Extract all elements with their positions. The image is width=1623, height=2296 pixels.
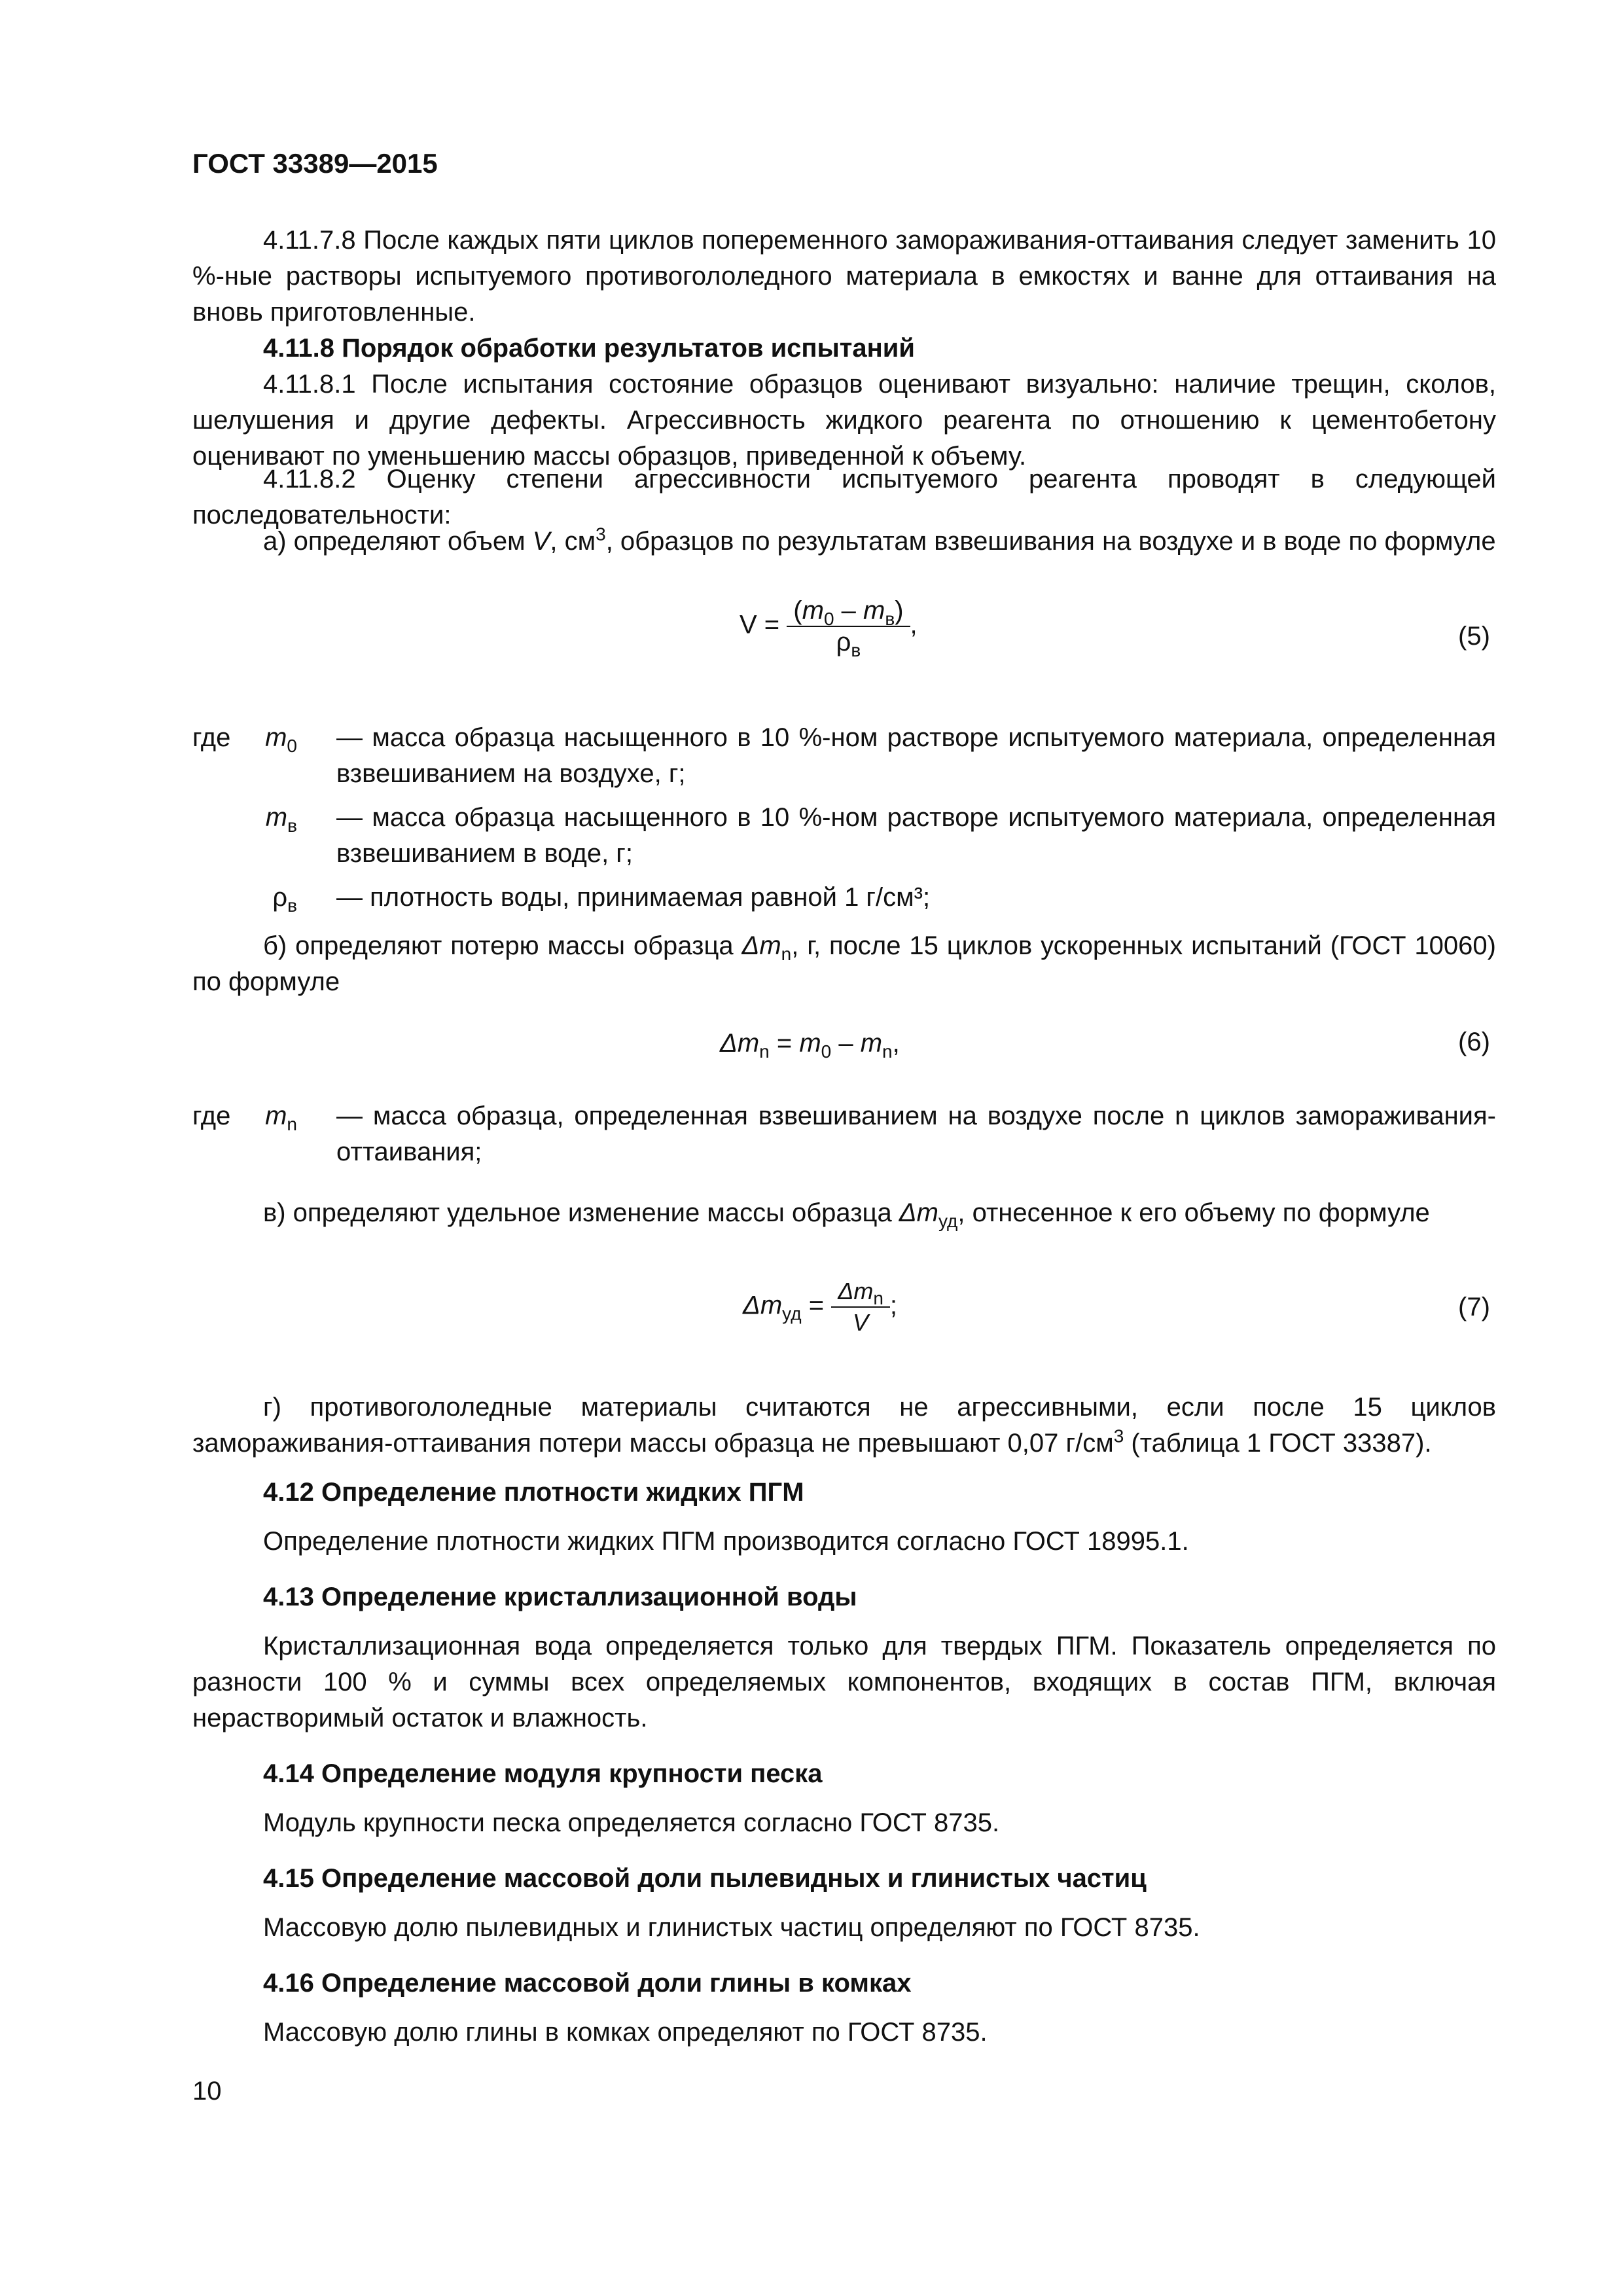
section-title-4-15: 4.15 Определение массовой доли пылевидных и глинистых частиц <box>263 1864 1147 1893</box>
definition-row <box>192 800 1496 872</box>
formula-5 <box>740 596 918 660</box>
section-body-4-13: Кристаллизационная вода определяется только для твердых ПГМ. Показатель определяется по разности 100 % и суммы всех определяемых компонентов, входящих в состав ПГМ, включая нерастворимый остаток и влажность. <box>192 1632 1496 1732</box>
formula-5-denominator <box>787 627 910 660</box>
page-number: 10 <box>192 2077 222 2106</box>
item-g-paragraph <box>192 1390 1496 1462</box>
formula-7 <box>743 1276 897 1338</box>
definition-text: — масса образца насыщенного в 10 %-ном растворе испытуемого материала, определенная взвешиванием в воде, г; <box>336 803 1496 868</box>
f5-subv: в <box>885 609 895 629</box>
section-title-4-11-8: 4.11.8 Порядок обработки результатов испытаний <box>263 334 915 363</box>
definition-subscript: в <box>287 895 297 916</box>
f7-num: Δm <box>838 1278 874 1304</box>
f5-rho-sub: в <box>851 640 861 660</box>
f5-mv: m <box>863 596 885 625</box>
definition-label: где <box>192 723 231 752</box>
definition-row <box>192 1098 1496 1170</box>
formula-6 <box>720 1028 900 1062</box>
formula-7-fraction <box>831 1276 890 1338</box>
definition-text: — масса образца насыщенного в 10 %-ном растворе испытуемого материала, определенная взвешиванием на воздухе, г; <box>336 723 1496 788</box>
item-g-text: г) противогололедные материалы считаются не агрессивными, если после 15 циклов замораживания-оттаивания потери массы образца не превышают 0,07 г/см <box>192 1393 1496 1458</box>
f5-open: ( <box>793 596 802 625</box>
item-b-pre: б) определяют потерю массы образца <box>263 931 742 960</box>
formula-5-tail: , <box>910 610 918 639</box>
formula-6-number: (6) <box>1458 1028 1490 1056</box>
item-b-delta: Δm <box>741 931 781 960</box>
definition-symbol: m <box>265 723 287 752</box>
f6-minus: – <box>831 1029 861 1058</box>
formula-5-number: (5) <box>1458 622 1490 651</box>
definition-text: — масса образца, определенная взвешиванием на воздухе после n циклов замораживания-оттаивания; <box>336 1102 1496 1166</box>
definition-subscript: в <box>287 816 297 836</box>
f5-close: ) <box>895 596 904 625</box>
definition-text: — плотность воды, принимаемая равной 1 г/см³; <box>336 883 931 912</box>
f6-lhs-sub: n <box>759 1041 770 1062</box>
definition-symbol: ρ <box>272 883 288 912</box>
f6-m0: m <box>799 1029 821 1058</box>
definition-row <box>192 720 1496 792</box>
section-body-4-12: Определение плотности жидких ПГМ производится согласно ГОСТ 18995.1. <box>263 1527 1189 1556</box>
item-b-paragraph <box>192 928 1496 1000</box>
f7-eq: = <box>801 1291 825 1320</box>
f6-eq: = <box>769 1029 800 1058</box>
item-a-post: , см <box>550 527 596 556</box>
section-title-4-14: 4.14 Определение модуля крупности песка <box>263 1759 823 1788</box>
definition-row <box>192 880 1496 916</box>
item-a-sup: 3 <box>596 524 606 545</box>
f6-mn: m <box>860 1029 883 1058</box>
paragraph-4-11-8-2: 4.11.8.2 Оценку степени агрессивности испытуемого реагента проводят в следующей последовательности: <box>192 465 1496 529</box>
f5-rho: ρ <box>836 628 851 656</box>
formula-5-fraction <box>787 596 910 660</box>
paragraph-4-11-8-1: 4.11.8.1 После испытания состояние образцов оценивают визуально: наличие трещин, сколов, шелушения и другие дефекты. Агрессивность жидкого реагента по отношению к цементобетону оценивают по уменьшению массы образцов, приведенной к объему. <box>192 370 1496 471</box>
definition-symbol: m <box>265 803 288 832</box>
item-a-var: V <box>532 527 550 556</box>
definitions-formula-6 <box>192 1098 1496 1170</box>
item-b-post: , г, после 15 циклов ускоренных испытаний (ГОСТ 10060) по формуле <box>192 931 1496 996</box>
section-body-4-14: Модуль крупности песка определяется согласно ГОСТ 8735. <box>263 1808 1000 1837</box>
item-v-post: , отнесенное к его объему по формуле <box>957 1198 1430 1227</box>
definition-subscript: n <box>287 1114 297 1134</box>
f7-lhs-sub: уд <box>782 1303 802 1324</box>
section-title-4-16: 4.16 Определение массовой доли глины в комках <box>263 1969 912 1998</box>
formula-5-numerator <box>787 596 910 627</box>
definition-symbol: m <box>265 1102 287 1130</box>
item-g-rest: (таблица 1 ГОСТ 33387). <box>1124 1429 1432 1458</box>
f7-num-sub: n <box>873 1288 883 1309</box>
item-v-sub: уд <box>938 1211 958 1231</box>
definition-subscript: 0 <box>287 736 297 756</box>
f5-m0: m <box>802 596 824 625</box>
item-a-rest: , образцов по результатам взвешивания на воздухе и в воде по формуле <box>605 527 1496 556</box>
section-title-4-12: 4.12 Определение плотности жидких ПГМ <box>263 1478 804 1507</box>
section-body-4-16: Массовую долю глины в комках определяют по ГОСТ 8735. <box>263 2018 988 2047</box>
formula-7-number: (7) <box>1458 1293 1490 1321</box>
section-title-4-13: 4.13 Определение кристаллизационной воды <box>263 1583 857 1611</box>
formula-5-lhs: V = <box>740 610 780 639</box>
f5-sub0: 0 <box>823 609 834 629</box>
paragraph-4-11-7-8: 4.11.7.8 После каждых пяти циклов попеременного замораживания-оттаивания следует заменить 10 %-ные растворы испытуемого противогололедного материала в емкостях и ванне для оттаивания на вновь приготовленные. <box>192 226 1496 327</box>
formula-7-denominator: V <box>853 1309 869 1336</box>
definitions-formula-5 <box>192 720 1496 916</box>
f6-tail: , <box>892 1029 900 1058</box>
item-v-delta: Δm <box>899 1198 938 1227</box>
section-body-4-15: Массовую долю пылевидных и глинистых частиц определяют по ГОСТ 8735. <box>263 1913 1200 1942</box>
f7-lhs: Δm <box>743 1291 783 1320</box>
f5-minus: – <box>834 596 863 625</box>
item-v-pre: в) определяют удельное изменение массы образца <box>263 1198 899 1227</box>
item-v-paragraph <box>263 1195 1496 1231</box>
f6-sub0: 0 <box>821 1041 832 1062</box>
definition-label: где <box>192 1102 231 1130</box>
item-a-pre: а) определяют объем <box>263 527 533 556</box>
item-g-sup: 3 <box>1113 1426 1124 1446</box>
f6-lhs: Δm <box>720 1029 760 1058</box>
f6-subn: n <box>882 1041 893 1062</box>
formula-7-numerator <box>831 1276 890 1308</box>
item-b-sub: n <box>781 944 792 964</box>
f7-tail: ; <box>889 1291 898 1320</box>
item-a-paragraph <box>192 524 1496 560</box>
document-header-id: ГОСТ 33389—2015 <box>192 148 438 179</box>
